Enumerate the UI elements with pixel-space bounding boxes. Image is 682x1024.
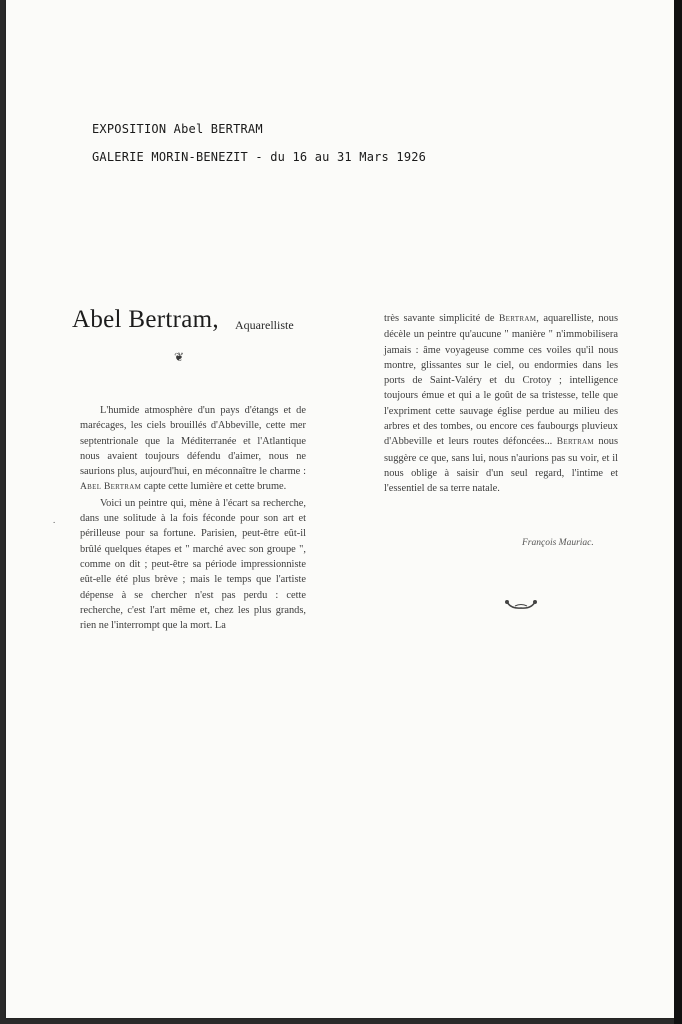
exhibition-title: EXPOSITION Abel BERTRAM xyxy=(92,122,263,136)
artist-name: Abel Bertram xyxy=(80,482,142,493)
paragraph-3-text: très savante simplicité de xyxy=(384,313,500,324)
margin-mark: . xyxy=(53,515,56,525)
paragraph-3-middle: , aquarelliste, nous décèle un peintre qu'aucune " manière " n'immobilisera jamais : âme voyageuse comme ces voiles qu'il nous montre, glissantes sur le ciel, ou endormies dans les ports de Saint-Valéry et du Crotoy ; intelligence toujours émue et qui a le goût de sa tristesse, telle que l'expriment cette sauvage église perdue au milieu des arbres et des tombes, ou encore ces faubourgs pluvieux d'Abbeville et leurs routes défoncées... xyxy=(384,313,618,448)
paragraph-2: Voici un peintre qui, mène à l'écart sa recherche, dans une solitude à la fois féconde pour son art et périlleuse pour sa fortune. Parisien, peut-être eût-il brûlé quelques étapes et " marché avec son groupe ", comme on dit ; peut-être sa période impressionniste eût-elle été plus brève ; mais le temps que l'artiste dépense à se chercher n'est pas perdu : cette recherche, c'est l'art même et, chez les plus grands, rien ne l'interrompt que la mort. La xyxy=(80,497,306,632)
paragraph-3 xyxy=(384,311,618,497)
paragraph-3-end: nous suggère ce que, sans lui, nous n'aurions pas su voir, et il nous oblige à saisir d'un seul regard, l'intime et l'essentiel de sa terre natale. xyxy=(384,436,619,495)
title-ornament-icon: ❦ xyxy=(174,350,185,364)
document-page xyxy=(6,0,674,1018)
paragraph-1-text: L'humide atmosphère d'un pays d'étangs et de marécages, les ciels brouillés d'Abbeville, cette mer septentrionale que la Méditerranée et l'Atlantique nous avaient toujours défendu d'aimer, nous ne saurions plus, aujourd'hui, en méconnaître le charme : xyxy=(80,405,306,478)
end-ornament-icon xyxy=(503,598,539,612)
artist-name: Bertram xyxy=(556,437,594,448)
left-column xyxy=(80,403,306,633)
article-title: Abel Bertram, xyxy=(72,306,219,333)
author-signature: François Mauriac. xyxy=(522,538,594,548)
article-subtitle: Aquarelliste xyxy=(235,318,294,332)
paragraph-1 xyxy=(80,403,306,496)
gallery-dates: GALERIE MORIN-BENEZIT - du 16 au 31 Mars 1926 xyxy=(92,150,427,164)
scan-edge xyxy=(674,0,682,1024)
right-column xyxy=(384,311,618,497)
paragraph-1-end: capte cette lumière et cette brume. xyxy=(141,481,287,493)
artist-name: Bertram xyxy=(499,314,537,324)
